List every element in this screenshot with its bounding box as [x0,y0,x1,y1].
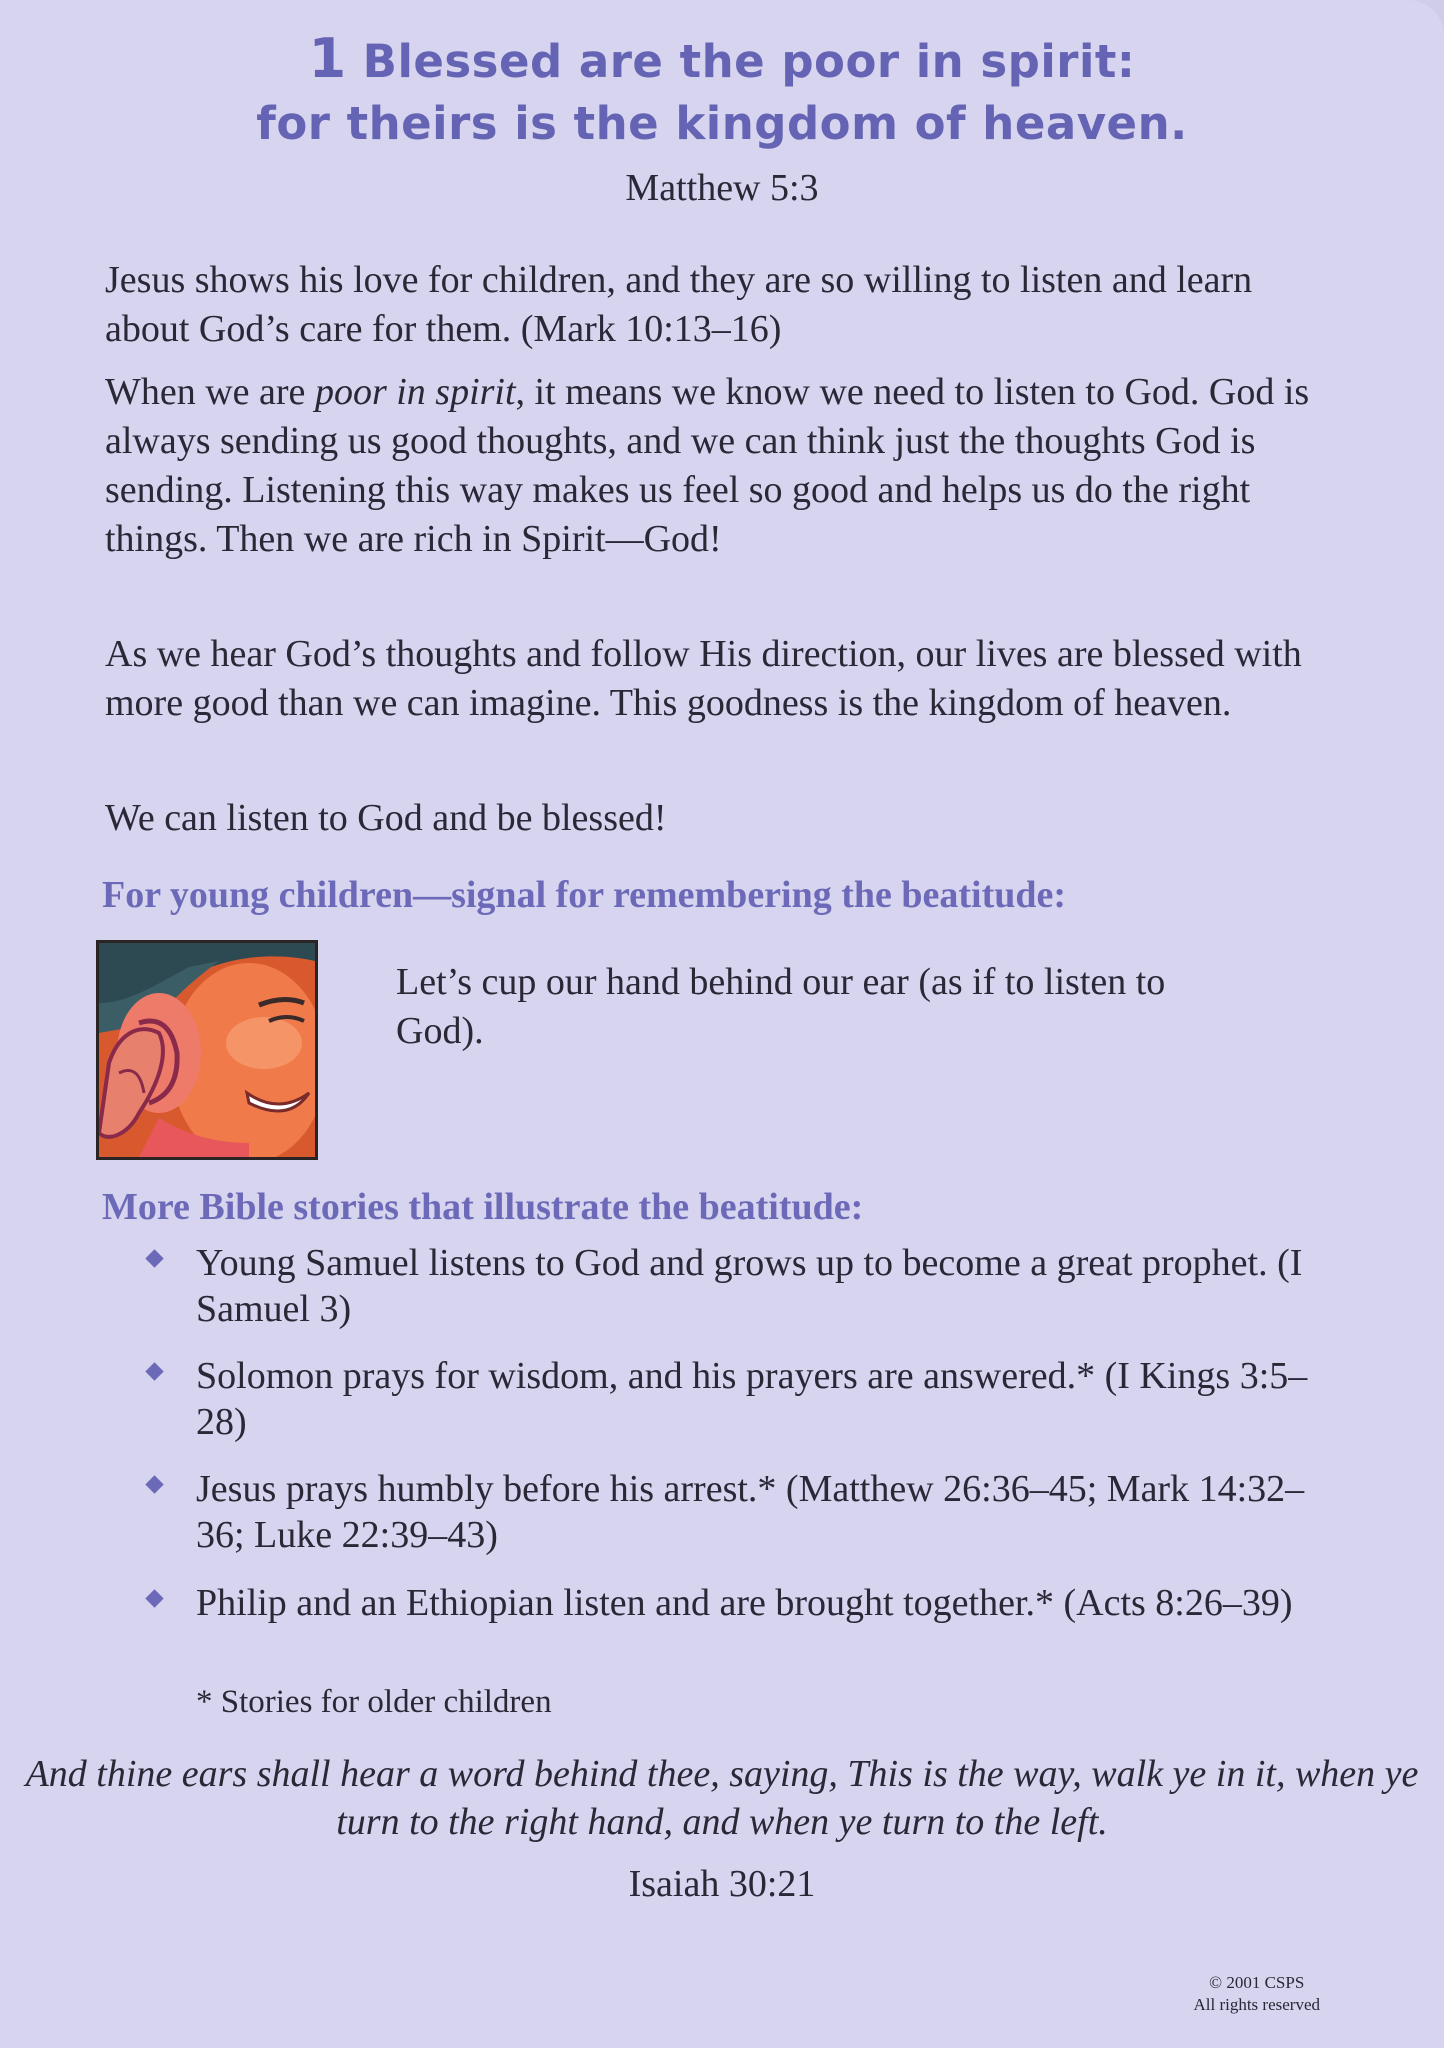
story-text: Jesus prays humbly before his arrest.* (Matthew 26:36–45; Mark 14:32–36; Luke 22:39–43) [196,1468,1305,1556]
beatitude-title [0,28,1444,155]
diamond-bullet-icon [145,1475,163,1493]
beatitude-number: 1 [308,27,347,90]
p2-italic-phrase: poor in spirit [314,371,516,413]
list-item [148,1353,1328,1445]
story-text: Solomon prays for wisdom, and his prayers are answered.* (I Kings 3:5–28) [196,1355,1308,1443]
title-scripture-reference: Matthew 5:3 [625,167,819,209]
list-item [148,1466,1328,1558]
p2-before: When we are [105,371,315,413]
closing-quote: And thine ears shall hear a word behind thee, saying, This is the way, walk ye in it, when ye turn to the right hand, and when ye turn to the left. [25,1753,1419,1843]
diamond-bullet-icon [145,1249,163,1267]
older-children-footnote: * Stories for older children [196,1684,552,1720]
diamond-bullet-icon [145,1589,163,1607]
rights-line: All rights reserved [1193,1995,1320,2014]
title-line-2: for theirs is the kingdom of heaven. [256,97,1188,150]
p2-after: , it means we know we need to listen to God. God is always sending us good thoughts, and we can think just the thoughts God is sending. Listening this way makes us feel so good and helps us do the right things. Then we are rich in Spirit—God! [105,371,1310,560]
signal-instruction: Let’s cup our hand behind our ear (as if to listen to God). [396,961,1166,1052]
paragraph-children: Jesus shows his love for children, and they are so willing to listen and learn about God’s care for them. (Mark 10:13–16) [105,259,1253,350]
copyright-line: © 2001 CSPS [1209,1973,1305,1992]
paragraph-poor-in-spirit [105,368,1335,564]
diamond-bullet-icon [145,1362,163,1380]
list-item [148,1580,1328,1626]
paragraph-kingdom: As we hear God’s thoughts and follow His direction, our lives are blessed with more good than we can imagine. This goodness is the kingdom of heaven. [105,633,1302,724]
copyright-notice [1193,1972,1320,2016]
title-line-1 [0,28,1444,93]
list-item [148,1240,1328,1332]
closing-quote-reference: Isaiah 30:21 [628,1863,816,1905]
story-text: Philip and an Ethiopian listen and are brought together.* (Acts 8:26–39) [196,1582,1293,1624]
story-text: Young Samuel listens to God and grows up to become a great prophet. (I Samuel 3) [196,1242,1303,1330]
paragraph-listen: We can listen to God and be blessed! [105,797,667,839]
more-stories-heading: More Bible stories that illustrate the beatitude: [102,1186,864,1228]
young-children-heading: For young children—signal for remembering the beatitude: [102,874,1067,916]
title-line-1-text: Blessed are the poor in spirit: [362,35,1136,88]
child-cupping-ear-illustration [96,940,318,1160]
